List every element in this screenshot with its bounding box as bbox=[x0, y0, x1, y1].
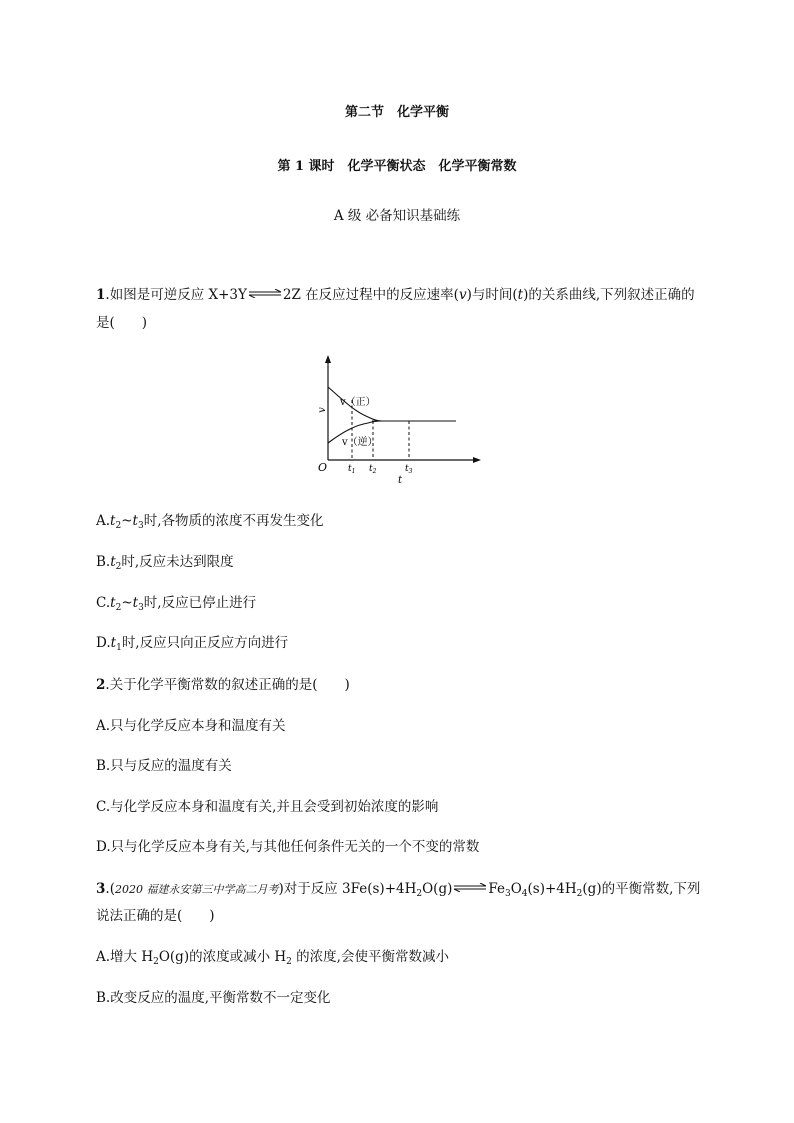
q2-option-c: C.与化学反应本身和温度有关,并且会受到初始浓度的影响 bbox=[96, 799, 439, 815]
level-title: A 级 必备知识基础练 bbox=[333, 208, 461, 224]
section-title: 第二节 化学平衡 bbox=[344, 105, 449, 120]
question-number: 2 bbox=[96, 677, 106, 693]
question-1-stem: 1.如图是可逆反应 X+3Y 2Z 在反应过程中的反应速率(v)与时间(t)的关系曲线,下列叙述正确的 bbox=[96, 287, 695, 303]
forward-rate-label: v（正） bbox=[340, 397, 376, 408]
tick-label-t2: $t_2$ bbox=[369, 464, 377, 475]
y-axis-label: v bbox=[317, 407, 328, 413]
question-3-stem: 3.(2020 福建永安第三中学高二月考)对于反应 $3Fe(s)+4H_2O(g)$ $Fe_3O_4(s)+4H_2(g)$的平衡常数,下列 bbox=[96, 881, 701, 899]
equilibrium-arrow-icon bbox=[248, 289, 282, 298]
rate-time-graph bbox=[310, 355, 482, 487]
question-3-stem-line2: 说法正确的是( ) bbox=[96, 908, 215, 924]
question-1-stem-line2: 是( ) bbox=[96, 315, 148, 331]
tick-label-t1: $t_1$ bbox=[348, 464, 356, 475]
tick-label-t3: $t_3$ bbox=[405, 464, 413, 475]
origin-label: O bbox=[318, 461, 328, 474]
y-axis-arrow-icon bbox=[325, 355, 331, 363]
question-2-stem: 2.关于化学平衡常数的叙述正确的是( ) bbox=[96, 677, 350, 693]
equilibrium-arrow-icon bbox=[453, 883, 487, 892]
q3-option-a: A.增大 $H_2O(g)$的浓度或减小 $H_2$ 的浓度,会使平衡常数减小 bbox=[96, 949, 449, 967]
lesson-title: 第 1 课时 化学平衡状态 化学平衡常数 bbox=[277, 159, 517, 174]
x-axis-arrow-icon bbox=[473, 457, 481, 463]
q3-option-b: B.改变反应的温度,平衡常数不一定变化 bbox=[96, 990, 331, 1006]
question-number: 3 bbox=[96, 881, 106, 897]
q2-option-b: B.只与反应的温度有关 bbox=[96, 758, 232, 774]
x-axis-label: t bbox=[398, 475, 403, 486]
q2-option-d: D.只与化学反应本身有关,与其他任何条件无关的一个不变的常数 bbox=[96, 839, 480, 855]
q1-option-d: $D.t_1$时,反应只向正反应方向进行 bbox=[96, 635, 289, 653]
q1-option-c: $C.t_2\sim t_3$时,反应已停止进行 bbox=[96, 595, 257, 613]
question-number: 1 bbox=[96, 287, 106, 303]
q1-option-b: $B.t_2$时,反应未达到限度 bbox=[96, 554, 234, 572]
q1-option-a: $A.t_2\sim t_3$时,各物质的浓度不再发生变化 bbox=[96, 513, 324, 531]
question-source: 2020 福建永安第三中学高二月考 bbox=[114, 883, 279, 896]
q2-option-a: A.只与化学反应本身和温度有关 bbox=[96, 718, 286, 734]
rate-time-graph-svg bbox=[310, 355, 482, 487]
reverse-rate-label: v（逆） bbox=[342, 437, 378, 448]
